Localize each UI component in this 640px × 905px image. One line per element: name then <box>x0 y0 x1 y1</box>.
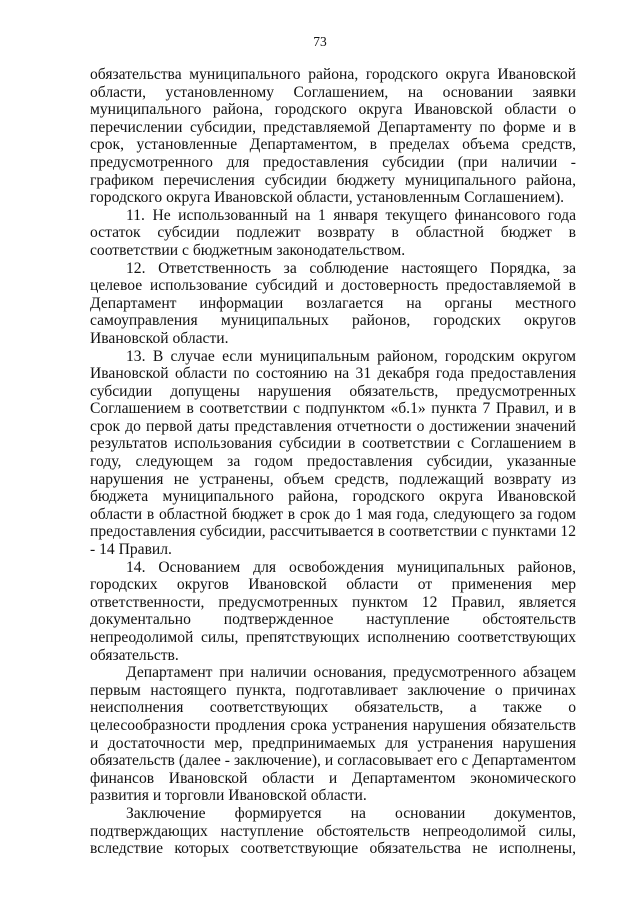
paragraph-item-14: 14. Основанием для освобождения муниципальных районов, городских округов Ивановской области от применения мер ответственности, предусмотренных пунктом 12 Правил, является документально подтвержденное наступление обстоятельств непреодолимой силы, препятствующих исполнению соответствующих обязательств. <box>90 558 576 664</box>
paragraph-item-13: 13. В случае если муниципальным районом, городским округом Ивановской области по состоянию на 31 декабря года предоставления субсидии допущены нарушения обязательств, предусмотренных Соглашением в соответствии с подпунктом «б.1» пункта 7 Правил, и в срок до первой даты представления отчетности о достижении значений результатов использования субсидии в соответствии с Соглашением в году, следующем за годом предоставления субсидии, указанные нарушения не устранены, объем средств, подлежащий возврату из бюджета муниципального района, городского округа Ивановской области в областной бюджет в срок до 1 мая года, следующего за годом предоставления субсидии, рассчитывается в соответствии с пунктами 12 - 14 Правил. <box>90 347 576 559</box>
document-body <box>90 66 576 858</box>
paragraph-continuation: обязательства муниципального района, городского округа Ивановской области, установленному Соглашением, на основании заявки муниципального района, городского округа Ивановской области о перечислении субсидии, представляемой Департаменту по форме и в срок, установленные Департаментом, в пределах объема средств, предусмотренного для предоставления субсидии (при наличии - графиком перечисления субсидии бюджету муниципального района, городского округа Ивановской области, установленным Соглашением). <box>90 66 576 207</box>
paragraph-item-11: 11. Не использованный на 1 января текущего финансового года остаток субсидии подлежит возврату в областной бюджет в соответствии с бюджетным законодательством. <box>90 206 576 259</box>
paragraph-conclusion-basis: Заключение формируется на основании документов, подтверждающих наступление обстоятельств непреодолимой силы, вследствие которых соответствующие обязательства не исполнены, <box>90 804 576 858</box>
page-number: 73 <box>313 34 327 49</box>
paragraph-department-conclusion: Департамент при наличии основания, предусмотренного абзацем первым настоящего пункта, подготавливает заключение о причинах неисполнения соответствующих обязательств, а также о целесообразности продления срока устранения нарушения обязательств и достаточности мер, предпринимаемых для устранения нарушения обязательств (далее - заключение), и согласовывает его с Департаментом финансов Ивановской области и Департаментом экономического развития и торговли Ивановской области. <box>90 664 576 805</box>
paragraph-item-12: 12. Ответственность за соблюдение настоящего Порядка, за целевое использование субсидий и достоверность предоставляемой в Департамент информации возлагается на органы местного самоуправления муниципальных районов, городских округов Ивановской области. <box>90 259 576 347</box>
